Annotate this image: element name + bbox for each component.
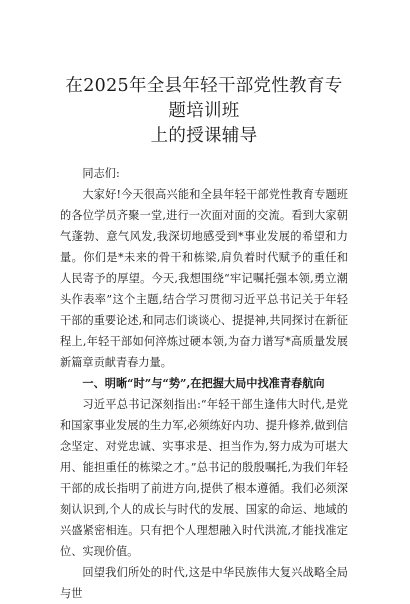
paragraph-section1-2: 回望我们所处的时代,这是中华民族伟大复兴战略全局与世 — [60, 566, 348, 600]
section-heading-1: 一、明晰“时”与“势”,在把握大局中找准青春航向 — [82, 376, 325, 390]
document-body — [60, 163, 348, 604]
greeting: 同志们: — [82, 167, 120, 180]
document-title — [60, 74, 348, 149]
title-line-1: 在2025年全县年轻干部党性教育专题培训班 — [65, 76, 343, 121]
paragraph-intro: 大家好!今天很高兴能和全县年轻干部党性教育专题班的各位学员齐聚一堂,进行一次面对面的交流。看到大家朝气蓬勃、意气风发,我深切地感受到*事业发展的希望和力量。你们是*未来的骨干和栋梁,肩负着时代赋予的重任和人民寄予的厚望。今天,我想围绕“牢记嘱托强本领,勇立潮头作表率”这个主题,结合学习贯彻习近平总书记关于年轻干部的重要论述,和同志们谈谈心、提提神,共同探讨在新征程上,年轻干部如何淬炼过硬本领,为奋力谱写*高质量发展新篇章贡献青春力量。 — [60, 188, 348, 369]
title-line-2: 上的授课辅导 — [150, 126, 258, 146]
paragraph-section1-1: 习近平总书记深刻指出:“年轻干部生逢伟大时代,是党和国家事业发展的生力军,必须练好内功、提升修养,做到信念坚定、对党忠诚、实事求是、担当作为,努力成为可堪大用、能担重任的栋梁之才。”总书记的殷殷嘱托,为我们年轻干部的成长指明了前进方向,提供了根本遵循。我们必须深刻认识到,个人的成长与时代的发展、国家的命运、地域的兴盛紧密相连。只有把个人理想融入时代洪流,才能找准定位、实现价值。 — [60, 398, 348, 558]
